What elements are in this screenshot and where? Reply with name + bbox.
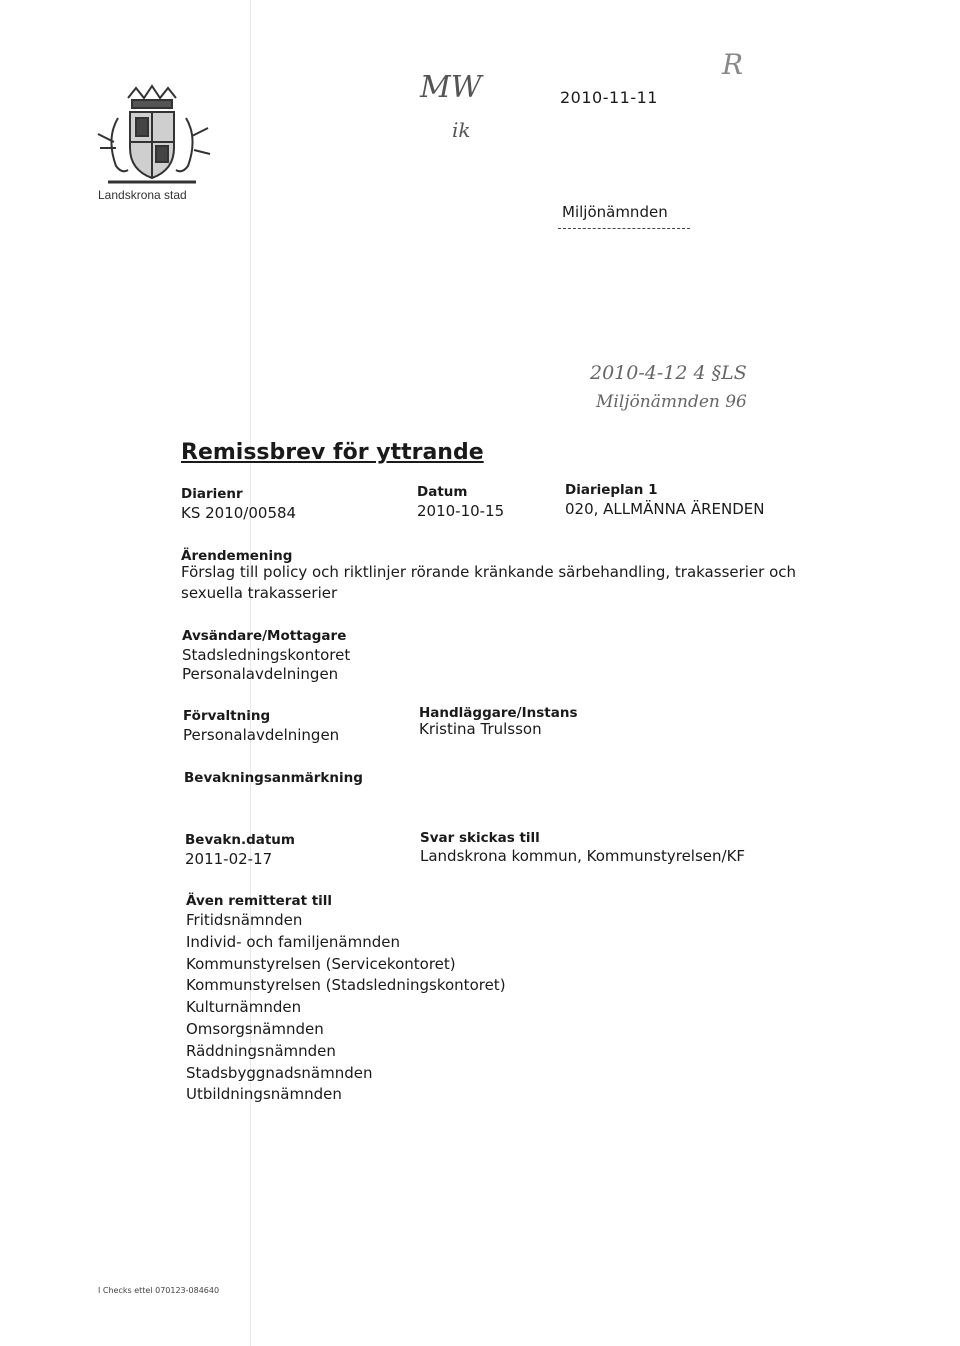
letter-date: 2010-11-11	[560, 88, 658, 107]
handwritten-initials-sub: ik	[452, 118, 471, 142]
avsandare-label: Avsändare/Mottagare	[182, 628, 347, 644]
remitterat-label: Även remitterat till	[186, 893, 333, 909]
svar-label: Svar skickas till	[420, 830, 540, 846]
handwritten-corner-mark: R	[722, 48, 744, 81]
bevakningsanmarkning-label: Bevakningsanmärkning	[184, 770, 363, 786]
diarienr-label: Diarienr	[181, 486, 243, 502]
list-item: Stadsbyggnadsnämnden	[186, 1063, 373, 1082]
bevakn-datum-label: Bevakn.datum	[185, 832, 295, 848]
list-item: Fritidsnämnden	[186, 911, 303, 929]
logo-caption: Landskrona stad	[98, 188, 187, 202]
list-item: Utbildningsnämnden	[186, 1085, 342, 1104]
diarienr-value: KS 2010/00584	[181, 504, 297, 522]
arendemening-label: Ärendemening	[181, 548, 293, 564]
diarieplan-value: 020, ALLMÄNNA ÄRENDEN	[565, 500, 765, 518]
page-title: Remissbrev för yttrande	[181, 440, 484, 465]
list-item: Omsorgsnämnden	[186, 1019, 324, 1038]
list-item: Kommunstyrelsen (Stadsledningskontoret)	[186, 976, 506, 995]
avsandare-line1: Stadsledningskontoret	[182, 646, 351, 664]
handlaggare-value: Kristina Trulsson	[419, 720, 542, 738]
forvaltning-value: Personalavdelningen	[183, 726, 340, 744]
recipient: Miljönämnden	[562, 203, 668, 221]
list-item: Räddningsnämnden	[186, 1041, 336, 1060]
received-stamp-line2: Miljönämnden 96	[596, 392, 747, 412]
recipient-underline	[558, 228, 690, 229]
handwritten-initials: MW	[420, 70, 482, 105]
bevakn-datum-value: 2011-02-17	[185, 850, 273, 868]
list-item: Kulturnämnden	[186, 998, 302, 1017]
received-stamp-line1: 2010-4-12 4 §LS	[590, 362, 747, 384]
handlaggare-label: Handläggare/Instans	[419, 705, 578, 721]
datum-label: Datum	[417, 484, 468, 500]
diarieplan-label: Diarieplan 1	[565, 482, 658, 498]
remitterat-list	[186, 910, 506, 1106]
list-item: Individ- och familjenämnden	[186, 932, 400, 951]
arendemening-text: Förslag till policy och riktlinjer rörande kränkande särbehandling, trakasserier och sexuella trakasserier	[181, 563, 797, 602]
footer-code: I Checks ettel 070123-084640	[98, 1286, 220, 1295]
forvaltning-label: Förvaltning	[183, 708, 271, 724]
avsandare-line2: Personalavdelningen	[182, 665, 339, 683]
svar-value: Landskrona kommun, Kommunstyrelsen/KF	[420, 847, 746, 865]
datum-value: 2010-10-15	[417, 502, 505, 520]
list-item: Kommunstyrelsen (Servicekontoret)	[186, 954, 456, 973]
